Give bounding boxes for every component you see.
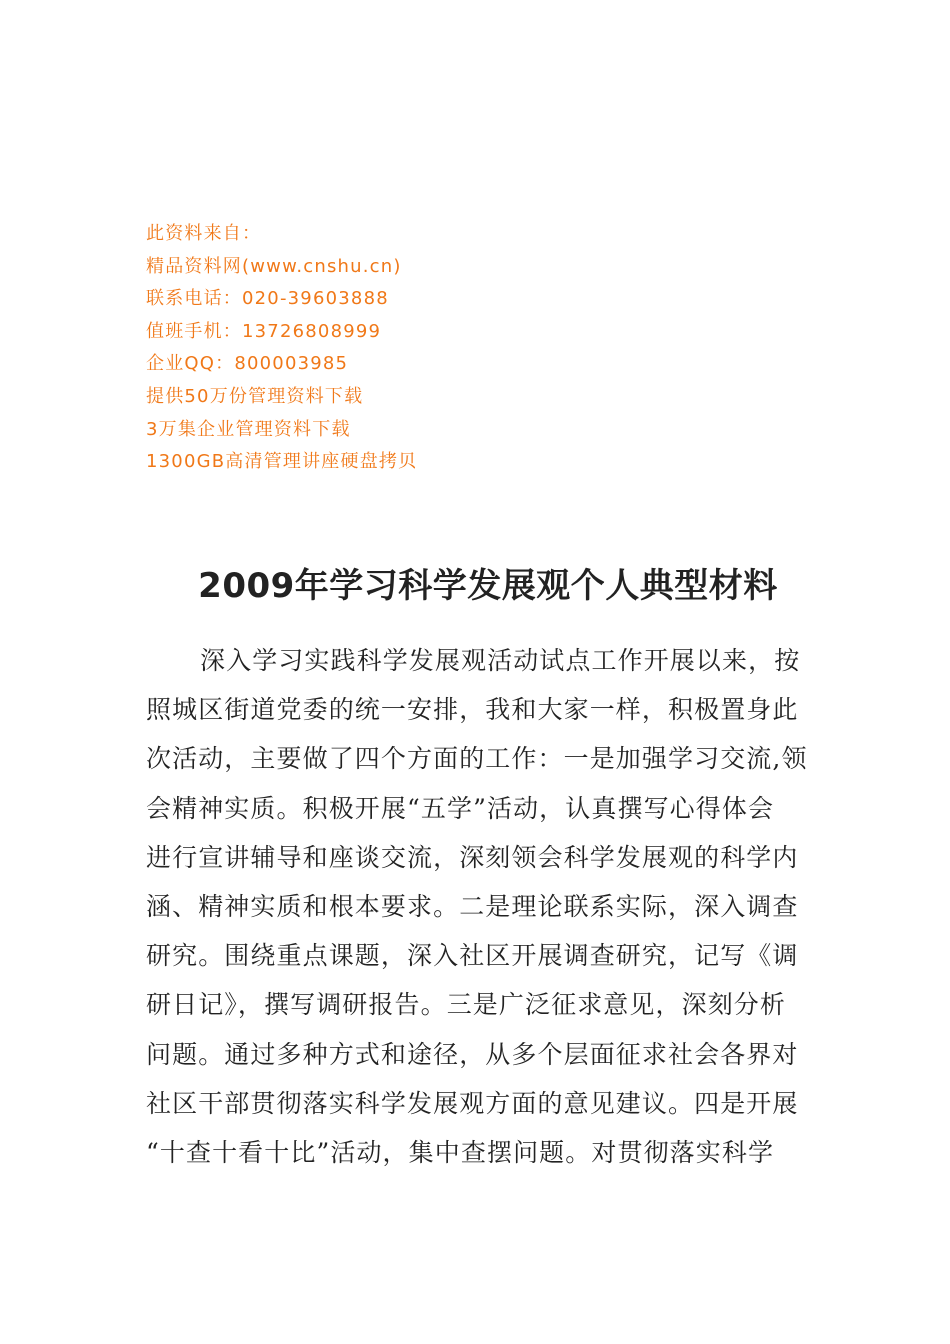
source-line-mobile: 值班手机：13726808999 [146,320,382,342]
source-line-offer-3: 1300GB高清管理讲座硬盘拷贝 [146,451,418,473]
body-line: 次活动，主要做了四个方面的工作：一是加强学习交流,领 [146,744,808,774]
body-line: 涵、精神实质和根本要求。二是理论联系实际，深入调查 [146,891,799,921]
body-line: “十查十看十比”活动，集中查摆问题。对贯彻落实科学 [146,1137,775,1167]
source-info-block [146,218,746,479]
source-line-offer-1: 提供50万份管理资料下载 [146,385,364,407]
source-line-qq: 企业QQ：800003985 [146,353,349,375]
body-line: 进行宣讲辅导和座谈交流，深刻领会科学发展观的科学内 [146,842,799,872]
source-line-phone: 联系电话：020-39603888 [146,288,389,310]
body-line: 研究。围绕重点课题，深入社区开展调查研究，记写《调 [146,941,799,971]
source-line-origin: 此资料来自： [146,223,262,244]
body-line: 社区干部贯彻落实科学发展观方面的意见建议。四是开展 [146,1088,799,1118]
body-line: 研日记》，撰写调研报告。三是广泛征求意见，深刻分析 [146,990,787,1020]
body-line: 照城区街道党委的统一安排，我和大家一样，积极置身此 [146,695,799,725]
document-body [146,636,806,1177]
source-line-website: 精品资料网(www.cnshu.cn) [146,255,402,277]
body-line: 会精神实质。积极开展“五学”活动，认真撰写心得体会 [146,793,775,823]
body-line: 问题。通过多种方式和途径，从多个层面征求社会各界对 [146,1039,799,1069]
document-title: 2009年学习科学发展观个人典型材料 [198,566,778,606]
body-line: 深入学习实践科学发展观活动试点工作开展以来，按 [200,646,801,675]
source-line-offer-2: 3万集企业管理资料下载 [146,418,351,440]
